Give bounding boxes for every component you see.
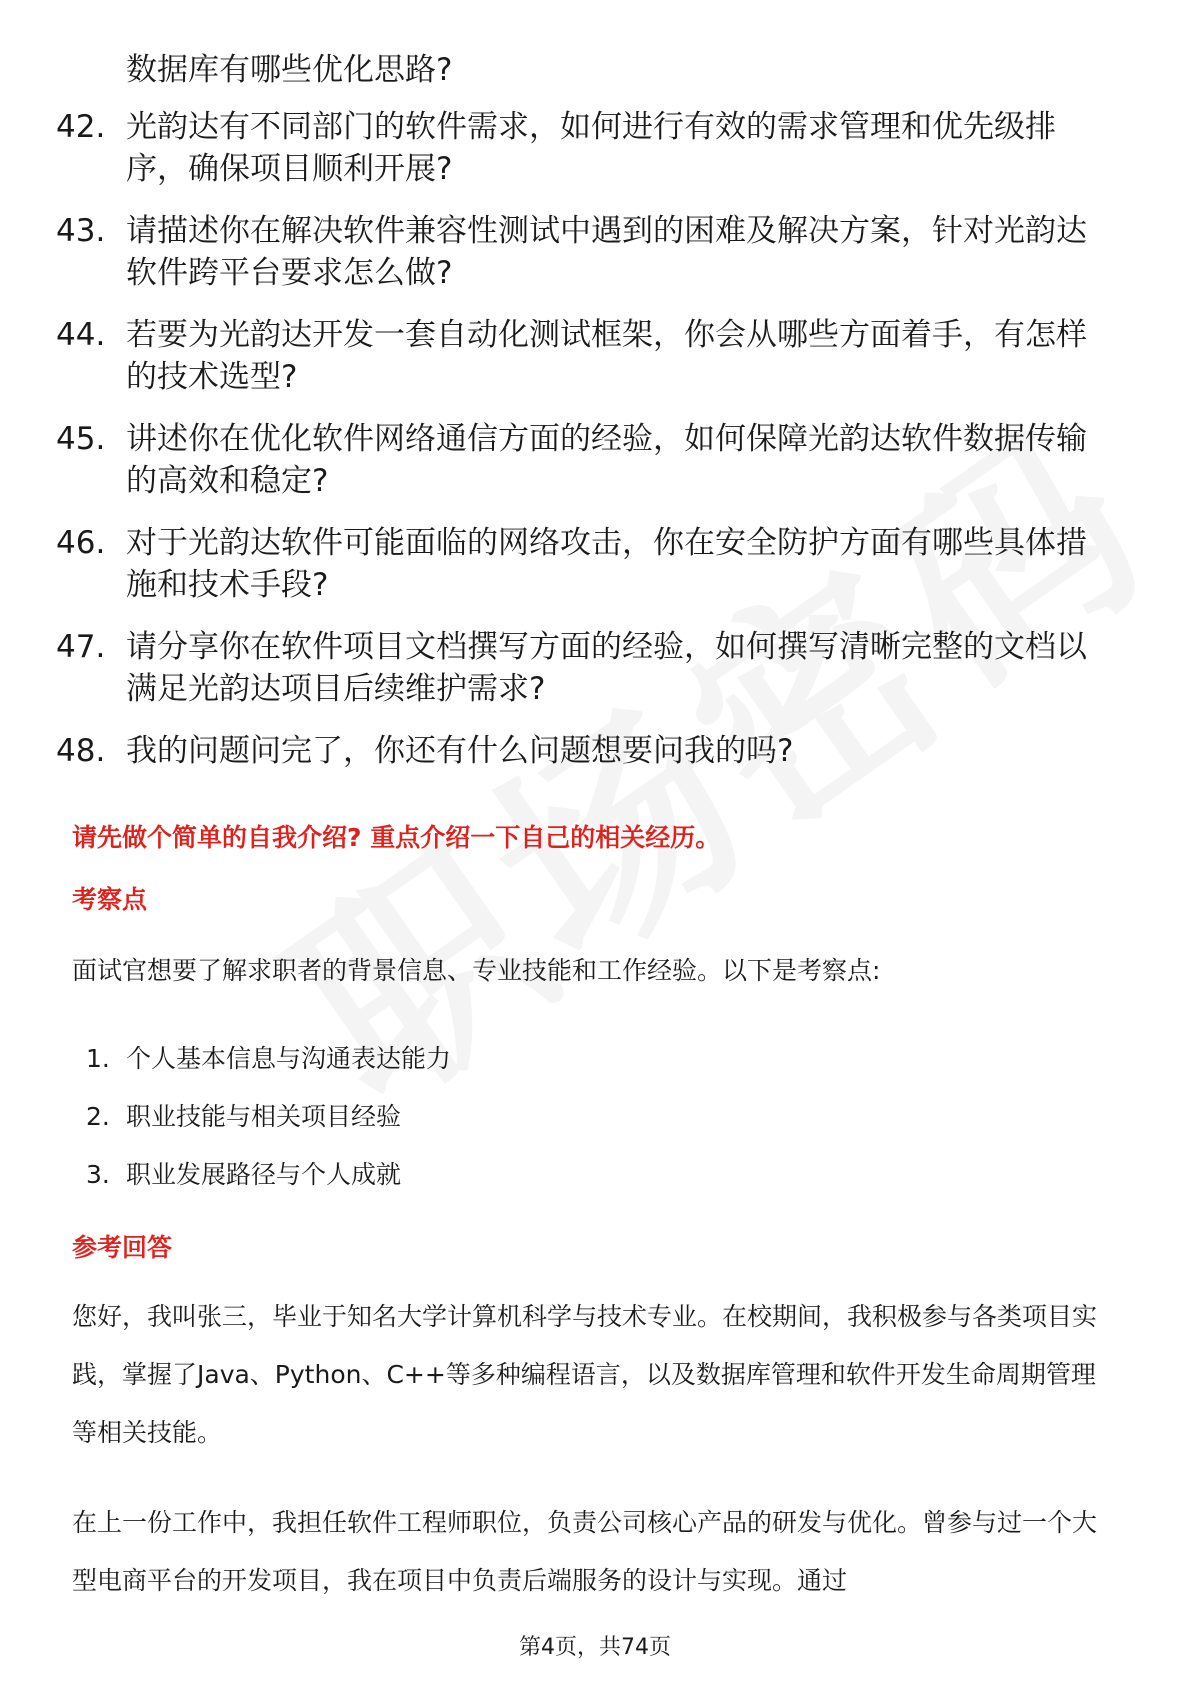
list-item	[56, 626, 1116, 710]
focus-intro: 面试官想要了解求职者的背景信息、专业技能和工作经验。以下是考察点:	[72, 956, 881, 985]
list-item	[56, 418, 1116, 502]
list-item	[56, 522, 1116, 606]
focus-heading: 考察点	[72, 885, 148, 914]
question-list	[56, 106, 1116, 792]
item-number: 2.	[86, 1102, 110, 1131]
page-footer: 第4页，共74页	[519, 1635, 671, 1660]
question-text: 请分享你在软件项目文档撰写方面的经验，如何撰写清晰完整的文档以满足光韵达项目后续维护需求?	[126, 629, 1087, 707]
question-number: 42.	[56, 109, 106, 145]
item-text: 职业技能与相关项目经验	[126, 1102, 402, 1131]
list-item	[56, 730, 1116, 772]
focus-list	[86, 1030, 451, 1204]
question-number: 43.	[56, 213, 106, 249]
question-number: 47.	[56, 629, 106, 665]
list-item	[56, 314, 1116, 398]
list-item	[86, 1030, 451, 1088]
question-continuation: 数据库有哪些优化思路?	[126, 52, 453, 88]
question-number: 48.	[56, 733, 106, 769]
list-item	[86, 1088, 451, 1146]
question-text: 我的问题问完了，你还有什么问题想要问我的吗?	[126, 733, 794, 769]
question-number: 44.	[56, 317, 106, 353]
item-number: 3.	[86, 1160, 110, 1189]
question-text: 若要为光韵达开发一套自动化测试框架，你会从哪些方面着手，有怎样的技术选型?	[126, 317, 1087, 395]
list-item	[86, 1146, 451, 1204]
question-text: 光韵达有不同部门的软件需求，如何进行有效的需求管理和优先级排序，确保项目顺利开展?	[126, 109, 1056, 187]
question-text: 请描述你在解决软件兼容性测试中遇到的困难及解决方案，针对光韵达软件跨平台要求怎么做?	[126, 213, 1087, 291]
question-text: 讲述你在优化软件网络通信方面的经验，如何保障光韵达软件数据传输的高效和稳定?	[126, 421, 1087, 499]
answer-heading: 参考回答	[72, 1233, 173, 1262]
list-item	[56, 210, 1116, 294]
item-text: 个人基本信息与沟通表达能力	[126, 1044, 452, 1073]
question-number: 46.	[56, 525, 106, 561]
list-item	[56, 106, 1116, 190]
question-text: 对于光韵达软件可能面临的网络攻击，你在安全防护方面有哪些具体措施和技术手段?	[126, 525, 1087, 603]
answer-paragraph-2: 在上一份工作中，我担任软件工程师职位，负责公司核心产品的研发与优化。曾参与过一个大型电商平台的开发项目，我在项目中负责后端服务的设计与实现。通过	[72, 1508, 1098, 1595]
answer-paragraph-1: 您好，我叫张三，毕业于知名大学计算机科学与技术专业。在校期间，我积极参与各类项目实践，掌握了Java、Python、C++等多种编程语言，以及数据库管理和软件开发生命周期管理等相关技能。	[72, 1302, 1098, 1447]
item-number: 1.	[86, 1044, 110, 1073]
section-question-title: 请先做个简单的自我介绍? 重点介绍一下自己的相关经历。	[72, 823, 721, 852]
item-text: 职业发展路径与个人成就	[126, 1160, 402, 1189]
question-number: 45.	[56, 421, 106, 457]
